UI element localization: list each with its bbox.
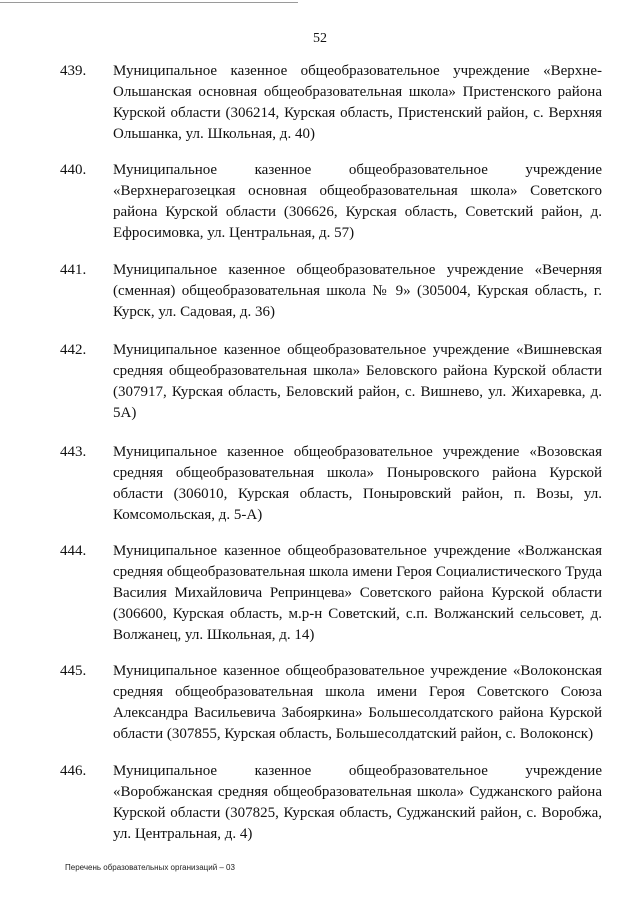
entry-text: Муниципальное казенное общеобразовательное учреждение «Вечерняя (сменная) общеобразовательная школа № 9» (305004, Курская область, г. Курск, ул. Садовая, д. 36) (113, 262, 602, 320)
entry-number: 443. (60, 444, 87, 460)
entry-text: Муниципальное казенное общеобразовательное учреждение «Верхнерагозецкая основная общеобразовательная школа» Советского района Курской области (306626, Курская область, Советский район, д. Ефросимовка, ул. Центральная, д. 57) (113, 162, 602, 241)
entry-number: 439. (60, 63, 87, 79)
entry-number: 444. (60, 543, 87, 559)
entry-text: Муниципальное казенное общеобразовательное учреждение «Волоконская средняя общеобразовательная школа имени Героя Советского Союза Александра Васильевича Забояркина» Большесолдатского района Курской области (307855, Курская область, Большесолдатский район, с. Волоконск) (113, 663, 602, 742)
entry-number: 441. (60, 262, 87, 278)
entry-number: 446. (60, 763, 87, 779)
entry-text: Муниципальное казенное общеобразовательное учреждение «Воробжанская средняя общеобразовательная школа» Суджанского района Курской области (307825, Курская область, Суджанский район, с. Воробжа, ул. Центральная, д. 4) (113, 763, 602, 842)
page-footer: Перечень образовательных организаций – 03 (65, 863, 235, 872)
entry-number: 442. (60, 342, 87, 358)
entry-text: Муниципальное казенное общеобразовательное учреждение «Верхне-Ольшанская основная общеобразовательная школа» Пристенского района Курской области (306214, Курская область, Пристенский район, с. Верхняя Ольшанка, ул. Школьная, д. 40) (113, 63, 602, 142)
entry-text: Муниципальное казенное общеобразовательное учреждение «Вишневская средняя общеобразовательная школа» Беловского района Курской области (307917, Курская область, Беловский район, с. Вишнево, ул. Жихаревка, д. 5А) (113, 342, 602, 421)
entry-text: Муниципальное казенное общеобразовательное учреждение «Волжанская средняя общеобразовательная школа имени Героя Социалистического Труда Василия Михайловича Репринцева» Советского района Курской области (306600, Курская область, м.р-н Советский, с.п. Волжанский сельсовет, д. Волжанец, ул. Школьная, д. 14) (113, 543, 602, 643)
page-number: 52 (313, 31, 327, 46)
entry-number: 445. (60, 663, 87, 679)
top-rule (0, 2, 298, 3)
entry-number: 440. (60, 162, 87, 178)
entry-text: Муниципальное казенное общеобразовательное учреждение «Возовская средняя общеобразовательная школа» Поныровского района Курской области (306010, Курская область, Поныровский район, п. Возы, ул. Комсомольская, д. 5-А) (113, 444, 602, 523)
